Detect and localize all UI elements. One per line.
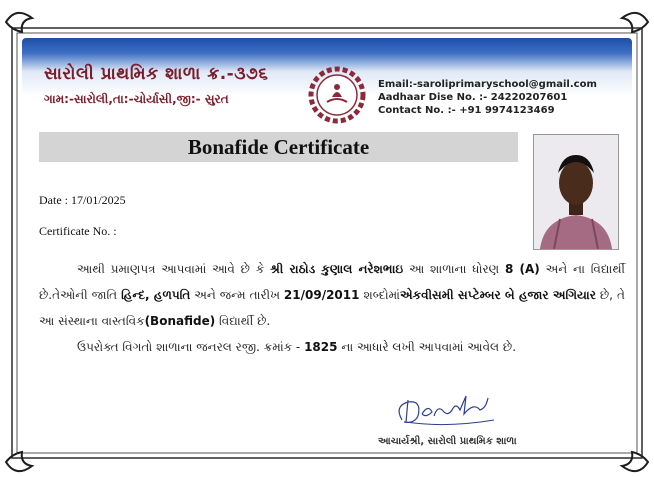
certificate-number-line [39, 224, 117, 239]
date-label: Date : [39, 193, 68, 207]
contact-email: Email:-saroliprimaryschool@gmail.com [378, 79, 597, 90]
date-value: 17/01/2025 [71, 193, 126, 207]
body-text: અને ના વિદ્યાર્થી છે.તેઓની જાતિ [39, 262, 625, 302]
body-text: ઉપરોક્ત વિગતો શાળાના જનરલ રજી. ક્રમાંક - [77, 340, 301, 354]
body-text: આ શાળાના ધોરણ [408, 262, 500, 276]
title-bar [39, 132, 518, 162]
body-text: શબ્દોમાં [363, 288, 401, 302]
body-text: વિદ્યાર્થી છે. [219, 314, 271, 328]
student-name: શ્રી રાઠોડ કુણાલ નરેશભાઇ [270, 262, 404, 276]
bonafide-word: (Bonafide) [144, 314, 216, 328]
certificate-number-label: Certificate No. : [39, 224, 117, 238]
date-line [39, 193, 126, 208]
school-address: ગામ:-સારોલી,તા:-ચોર્યાસી,જી:- સુરત [44, 92, 229, 106]
student-caste: હિન્દ, હળપતિ [121, 288, 191, 302]
contact-dise: Aadhaar Dise No. :- 24220207601 [378, 92, 568, 103]
student-dob: 21/09/2011 [283, 288, 360, 302]
student-standard: 8 (A) [504, 262, 540, 276]
student-photo [533, 134, 619, 250]
dob-in-words: એકવીસમી સપ્ટેમ્બર બે હજાર અગિયાર [400, 288, 596, 302]
register-number: 1825 [304, 340, 338, 354]
body-text: આથી પ્રમાણપત્ર આપવામાં આવે છે કે [77, 262, 265, 276]
body-text: અને જન્મ તારીખ [194, 288, 280, 302]
certificate-body [39, 256, 625, 360]
signer-title: આચાર્યશ્રી, સારોલી પ્રાથમિક શાળા [378, 436, 517, 447]
contact-block [378, 78, 597, 117]
school-name: સારોલી પ્રાથમિક શાળા ક્ર.-૩૭૬ [44, 64, 269, 84]
contact-phone: Contact No. :- +91 9974123469 [378, 105, 555, 116]
certificate-title: Bonafide Certificate [187, 134, 370, 159]
body-text: ના આધારે લખી આપવામાં આવેલ છે. [341, 340, 517, 354]
school-logo-icon [308, 66, 366, 124]
signature [392, 394, 502, 428]
body-text: છે, તે આ સંસ્થાના વાસ્તવિક [39, 288, 625, 328]
